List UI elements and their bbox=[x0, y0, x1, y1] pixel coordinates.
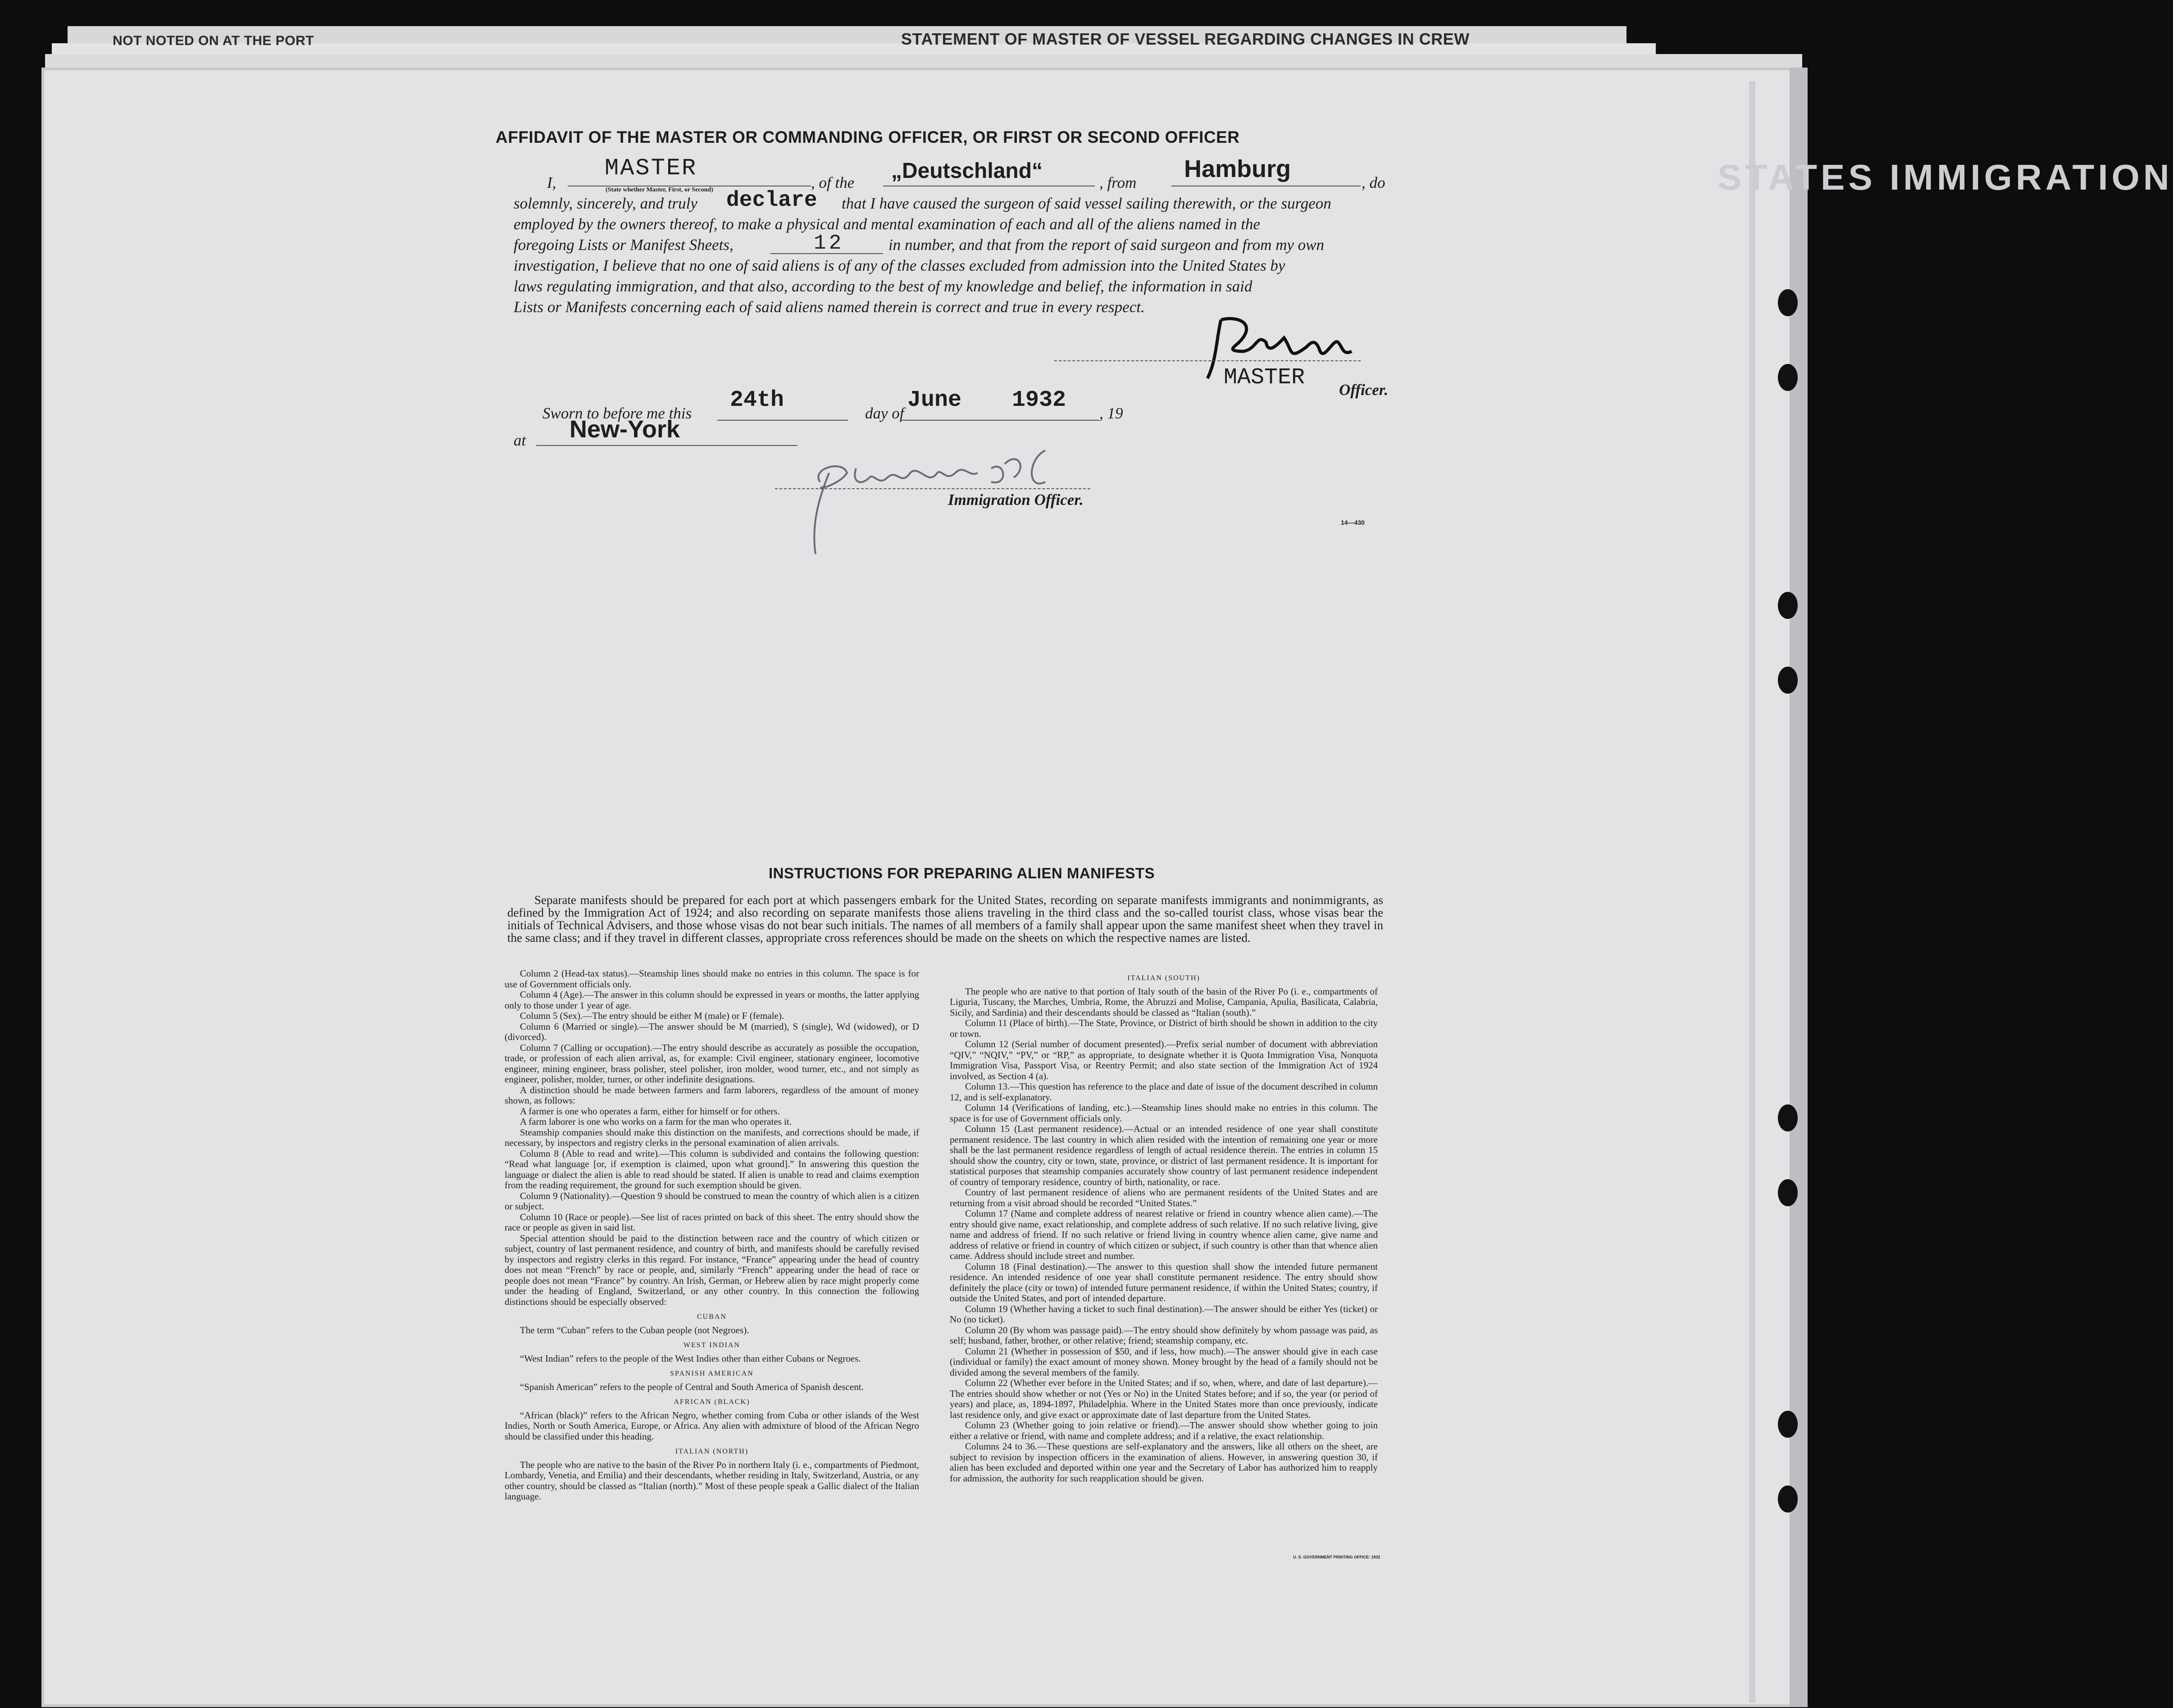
instructions-intro: Separate manifests should be prepared for each port at which passengers embark for the United States, recording on separate manifests immigrants and nonimmigrants, as defined by the Immigration Act of 1924; and also recording on separate manifests those aliens traveling in the third class and the so-called tourist class, whose visas bear the initials of Technical Advisers, and those whose visas do not bear such initials. The names of all members of a family shall appear upon the same manifest sheet when they travel in the same class; and if they travel in different classes, appropriate cross references should be made on the sheets on which the respective names are listed. bbox=[507, 893, 1383, 945]
instructions-right-column bbox=[950, 968, 1378, 1484]
back-sheet-left-heading: NOT NOTED ON AT THE PORT bbox=[113, 33, 314, 48]
instructions-paragraph: Column 8 (Able to read and write).—This column is subdivided and contains the following question: “Read what language [or, if exemption is claimed, upon what ground].” In answering this question the language or dialect the alien is able to read should be stated. If alien is unable to read and claims exemption from the reading requirement, the ground for such exemption should be given. bbox=[505, 1148, 919, 1190]
rank-note: (State whether Master, First, or Second) bbox=[606, 186, 713, 193]
instructions-left-column bbox=[505, 968, 919, 1502]
instructions-subheading: CUBAN bbox=[697, 1313, 727, 1321]
punch-hole bbox=[1778, 364, 1798, 391]
instructions-paragraph: A farmer is one who operates a farm, either for himself or for others. bbox=[520, 1105, 780, 1117]
instructions-paragraph: Steamship companies should make this distinction on the manifests, and corrections should be made, if necessary, by inspectors and registry clerks in the personal examination of alien arrivals. bbox=[505, 1127, 919, 1148]
instructions-paragraph: “African (black)” refers to the African Negro, whether coming from Cuba or other islands of the West Indies, North or South America, Europe, or Africa. Any alien with admixture of blood of the African Negro should be classified under this heading. bbox=[505, 1409, 919, 1442]
immigration-officer-line bbox=[775, 488, 1090, 489]
at-label: at bbox=[514, 432, 526, 449]
instructions-paragraph: Column 23 (Whether going to join relative or friend).—The answer should show whether going to join either a relative or friend, with name and complete address; and if a relative, the exact relationship. bbox=[950, 1420, 1378, 1441]
instructions-paragraph: Column 19 (Whether having a ticket to such final destination).—The answer should be either Yes (ticket) or No (no ticket). bbox=[950, 1303, 1378, 1325]
officer-signature-line bbox=[1054, 360, 1361, 361]
back-sheet-right-heading: STATEMENT OF MASTER OF VESSEL REGARDING CHANGES IN CREW bbox=[901, 30, 1470, 48]
vessel-name: „Deutschland“ bbox=[891, 159, 1043, 183]
sheet-count-underline bbox=[770, 253, 883, 254]
affidavit-line-3: employed by the owners thereof, to make a physical and mental examination of each and all of the aliens named in the bbox=[514, 215, 1260, 233]
sworn-year: 1932 bbox=[1012, 387, 1066, 413]
form-number: 14—430 bbox=[1341, 519, 1365, 526]
punch-hole bbox=[1778, 667, 1798, 694]
instructions-paragraph: The people who are native to that portion of Italy south of the basin of the River Po (i. e., compartments of Liguria, Tuscany, the Marches, Umbria, Rome, the Abruzzi and Molise, Campania, Apulia, Basilicata, Calabria, Sicily, and Sardinia) and their descendants should be classed as “Italian (south).” bbox=[950, 986, 1378, 1018]
bleed-through-text: STATES IMMIGRATION bbox=[1717, 157, 2173, 197]
sheet-count: 12 bbox=[814, 232, 844, 255]
instructions-paragraph: The term “Cuban” refers to the Cuban people (not Negroes). bbox=[520, 1324, 749, 1336]
instructions-paragraph: Column 22 (Whether ever before in the United States; and if so, when, where, and date of last departure).—The entries should show whether or not (Yes or No) in the United States before; and if so, the year (or period of years) and place, as, 1894-1897, Philadelphia. Where in the United States more than once previously, indicate last residence only, and give exact or approximate date of last departure from the United States. bbox=[950, 1377, 1378, 1420]
instructions-paragraph: Column 5 (Sex).—The entry should be either M (male) or F (female). bbox=[520, 1010, 784, 1021]
instructions-subheading: WEST INDIAN bbox=[683, 1341, 741, 1349]
of-the-label: , of the bbox=[811, 174, 855, 191]
affidavit-line-4b: in number, and that from the report of said surgeon and from my own bbox=[888, 236, 1325, 254]
i-label: I, bbox=[547, 174, 556, 191]
instructions-paragraph: A distinction should be made between farmers and farm laborers, regardless of the amount of money shown, as follows: bbox=[505, 1084, 919, 1106]
printer-imprint: U. S. GOVERNMENT PRINTING OFFICE: 1932 bbox=[1293, 1555, 1380, 1559]
instructions-paragraph: Country of last permanent residence of aliens who are permanent residents of the United States and are returning from a visit abroad should be recorded “United States.” bbox=[950, 1187, 1378, 1208]
instructions-subheading: ITALIAN (NORTH) bbox=[675, 1448, 749, 1455]
affidavit-line-6: laws regulating immigration, and that also, according to the best of my knowledge and belief, the information in said bbox=[514, 277, 1253, 295]
instructions-title: INSTRUCTIONS FOR PREPARING ALIEN MANIFESTS bbox=[769, 865, 1155, 881]
affidavit-line-2: that I have caused the surgeon of said vessel sailing therewith, or the surgeon bbox=[842, 195, 1331, 212]
instructions-paragraph: Column 11 (Place of birth).—The State, Province, or District of birth should be shown in addition to the city or town. bbox=[950, 1018, 1378, 1039]
punch-hole bbox=[1778, 1104, 1798, 1131]
instructions-paragraph: “West Indian” refers to the people of the West Indies other than either Cubans or Negroes. bbox=[520, 1353, 861, 1364]
sworn-month-underline bbox=[901, 420, 1099, 421]
instructions-paragraph: Column 10 (Race or people).—See list of races printed on back of this sheet. The entry should show the race or people as given in said list. bbox=[505, 1211, 919, 1233]
instructions-subheading: AFRICAN (BLACK) bbox=[674, 1398, 750, 1406]
do-label: , do bbox=[1362, 174, 1385, 191]
punch-hole bbox=[1778, 289, 1798, 316]
instructions-paragraph: Column 18 (Final destination).—The answer to this question shall show the intended future permanent residence. An intended residence of one year shall constitute permanent residence. The entry should show definitely the place (city or town) of intended future permanent residence, if within the United States; country, if outside the United States, and port of intended departure. bbox=[950, 1261, 1378, 1304]
sworn-month: June bbox=[907, 387, 962, 413]
officer-stamp: MASTER bbox=[1224, 365, 1305, 391]
rank-field: MASTER bbox=[605, 155, 697, 182]
instructions-paragraph: Column 21 (Whether in possession of $50, and if less, how much).—The answer should give in each case (individual or family) the exact amount of money shown. Money brought by the head of a family should not be divided among the several members of the family. bbox=[950, 1345, 1378, 1378]
affidavit-title: AFFIDAVIT OF THE MASTER OR COMMANDING OFFICER, OR FIRST OR SECOND OFFICER bbox=[496, 128, 1240, 146]
punch-hole bbox=[1778, 1485, 1798, 1513]
instructions-paragraph: Column 2 (Head-tax status).—Steamship lines should make no entries in this column. The space is for use of Government officials only. bbox=[505, 968, 919, 990]
instructions-paragraph: “Spanish American” refers to the people of Central and South America of Spanish descent. bbox=[520, 1381, 864, 1392]
affidavit-line-4a: foregoing Lists or Manifest Sheets, bbox=[514, 236, 733, 254]
instructions-paragraph: A farm laborer is one who works on a farm for the man who operates it. bbox=[520, 1116, 792, 1127]
instructions-paragraph: The people who are native to the basin of the River Po in northern Italy (i. e., compartments of Piedmont, Lombardy, Venetia, and Emilia) and their descendants, whether residing in Italy, Switzerland, Austria, or any other country, should be classed as “Italian (north).” Most of these people speak a Gallic dialect of the Italian language. bbox=[505, 1459, 919, 1502]
sworn-day: 24th bbox=[730, 387, 784, 413]
instructions-paragraph: Column 20 (By whom was passage paid).—The entry should show definitely by whom passage was paid, as self; husband, father, brother, or other relative; friend; steamship company, etc. bbox=[950, 1324, 1378, 1346]
instructions-paragraph: Column 13.—This question has reference to the place and date of issue of the document described in column 12, and is self-explanatory. bbox=[950, 1081, 1378, 1103]
instructions-paragraph: Column 7 (Calling or occupation).—The entry should describe as accurately as possible the occupation, trade, or profession of each alien arrival, as, for example: Civil engineer, stationary engineer, locomotive engineer, mining engineer, brass polisher, steel polisher, iron molder, wood turner, etc., and not simply as engineer, polisher, molder, turner, or other indefinite designations. bbox=[505, 1042, 919, 1085]
right-edge-shade-2 bbox=[1749, 81, 1755, 1703]
instructions-paragraph: Special attention should be paid to the distinction between race and the country of which citizen or subject, country of last permanent residence, and country of birth, and manifests should be carefully revised by inspectors and registry clerks in this regard. For instance, “France” appearing under the head of country does not mean “French” by race or people, and, similarly “French” appearing under the head of race or people does not mean “France” by country. An Irish, German, or Hebrew alien by race might properly come under the heading of England, Switzerland, or any other country. In this connection the following distinctions should be especially observed: bbox=[505, 1232, 919, 1307]
punch-hole bbox=[1778, 1179, 1798, 1206]
sworn-label: Sworn to before me this bbox=[542, 404, 692, 422]
declare-stamp: declare bbox=[726, 188, 817, 213]
from-label: , from bbox=[1099, 174, 1137, 191]
affidavit-line-5: investigation, I believe that no one of said aliens is of any of the classes excluded from admission into the United States by bbox=[514, 257, 1285, 274]
officer-label: Officer. bbox=[1339, 381, 1389, 399]
sworn-day-underline bbox=[717, 420, 848, 421]
instructions-paragraph: Column 12 (Serial number of document presented).—Prefix serial number of document with abbreviation “QIV,” “NQIV,” “PV,” or “RP,” as appropriate, to designate whether it is Quota Immigration Visa, Nonquota Immigration Visa, Passport Visa, or Reentry Permit; and also state section of the Immigration Act of 1924 involved, as Section 4 (a). bbox=[950, 1039, 1378, 1081]
immigration-officer-label: Immigration Officer. bbox=[948, 491, 1084, 509]
instructions-paragraph: Column 6 (Married or single).—The answer should be M (married), S (single), Wd (widowed), or D (divorced). bbox=[505, 1021, 919, 1042]
instructions-paragraph: Column 15 (Last permanent residence).—Actual or an intended residence of one year shall constitute permanent residence. The last country in which alien resided with the intention of remaining one year or more shall be the last permanent residence regardless of length of actual residence therein. The entries in column 15 should show the country, city or town, state, province, or district of last permanent residence. It is important for statistical purposes that steamship companies accurately show country of last permanent residence independent of country of temporary residence, country of birth, nationality, or race. bbox=[950, 1123, 1378, 1187]
port-name: Hamburg bbox=[1184, 155, 1291, 182]
day-of-label: day of bbox=[865, 404, 904, 422]
punch-hole bbox=[1778, 592, 1798, 619]
punch-hole bbox=[1778, 1411, 1798, 1438]
solemnly-text: solemnly, sincerely, and truly bbox=[514, 195, 697, 212]
nineteen-label: , 19 bbox=[1099, 404, 1123, 422]
instructions-paragraph: Column 4 (Age).—The answer in this column should be expressed in years or months, the latter applying only to those under 1 year of age. bbox=[505, 989, 919, 1011]
instructions-subheading: ITALIAN (SOUTH) bbox=[1127, 974, 1200, 982]
instructions-paragraph: Column 14 (Verifications of landing, etc.).—Steamship lines should make no entries in this column. The space is for use of Government officials only. bbox=[950, 1102, 1378, 1124]
affidavit-line-7: Lists or Manifests concerning each of said aliens named therein is correct and true in every respect. bbox=[514, 298, 1145, 316]
instructions-paragraph: Columns 24 to 36.—These questions are self-explanatory and the answers, like all others on the sheet, are subject to revision by inspection officers in the examination of aliens. However, in answering question 30, if alien has been excluded and deported within one year and the Secretary of Labor has authorized him to reapply for admission, the authority for such reapplication should be given. bbox=[950, 1441, 1378, 1484]
instructions-paragraph: Column 17 (Name and complete address of nearest relative or friend in country whence alien came).—The entry should give name, exact relationship, and complete address of such relative. If no such relative living, give name and address of friend. If no such relative or friend living in country whence alien came, give name and address of relative or friend in country of which citizen or subject, if such country is other than that whence alien came. Address should include street and number. bbox=[950, 1208, 1378, 1261]
instructions-paragraph: Column 9 (Nationality).—Question 9 should be construed to mean the country of which alien is a citizen or subject. bbox=[505, 1190, 919, 1212]
instructions-subheading: SPANISH AMERICAN bbox=[670, 1370, 754, 1377]
sworn-place-underline bbox=[536, 445, 797, 446]
sworn-place: New-York bbox=[569, 416, 680, 443]
